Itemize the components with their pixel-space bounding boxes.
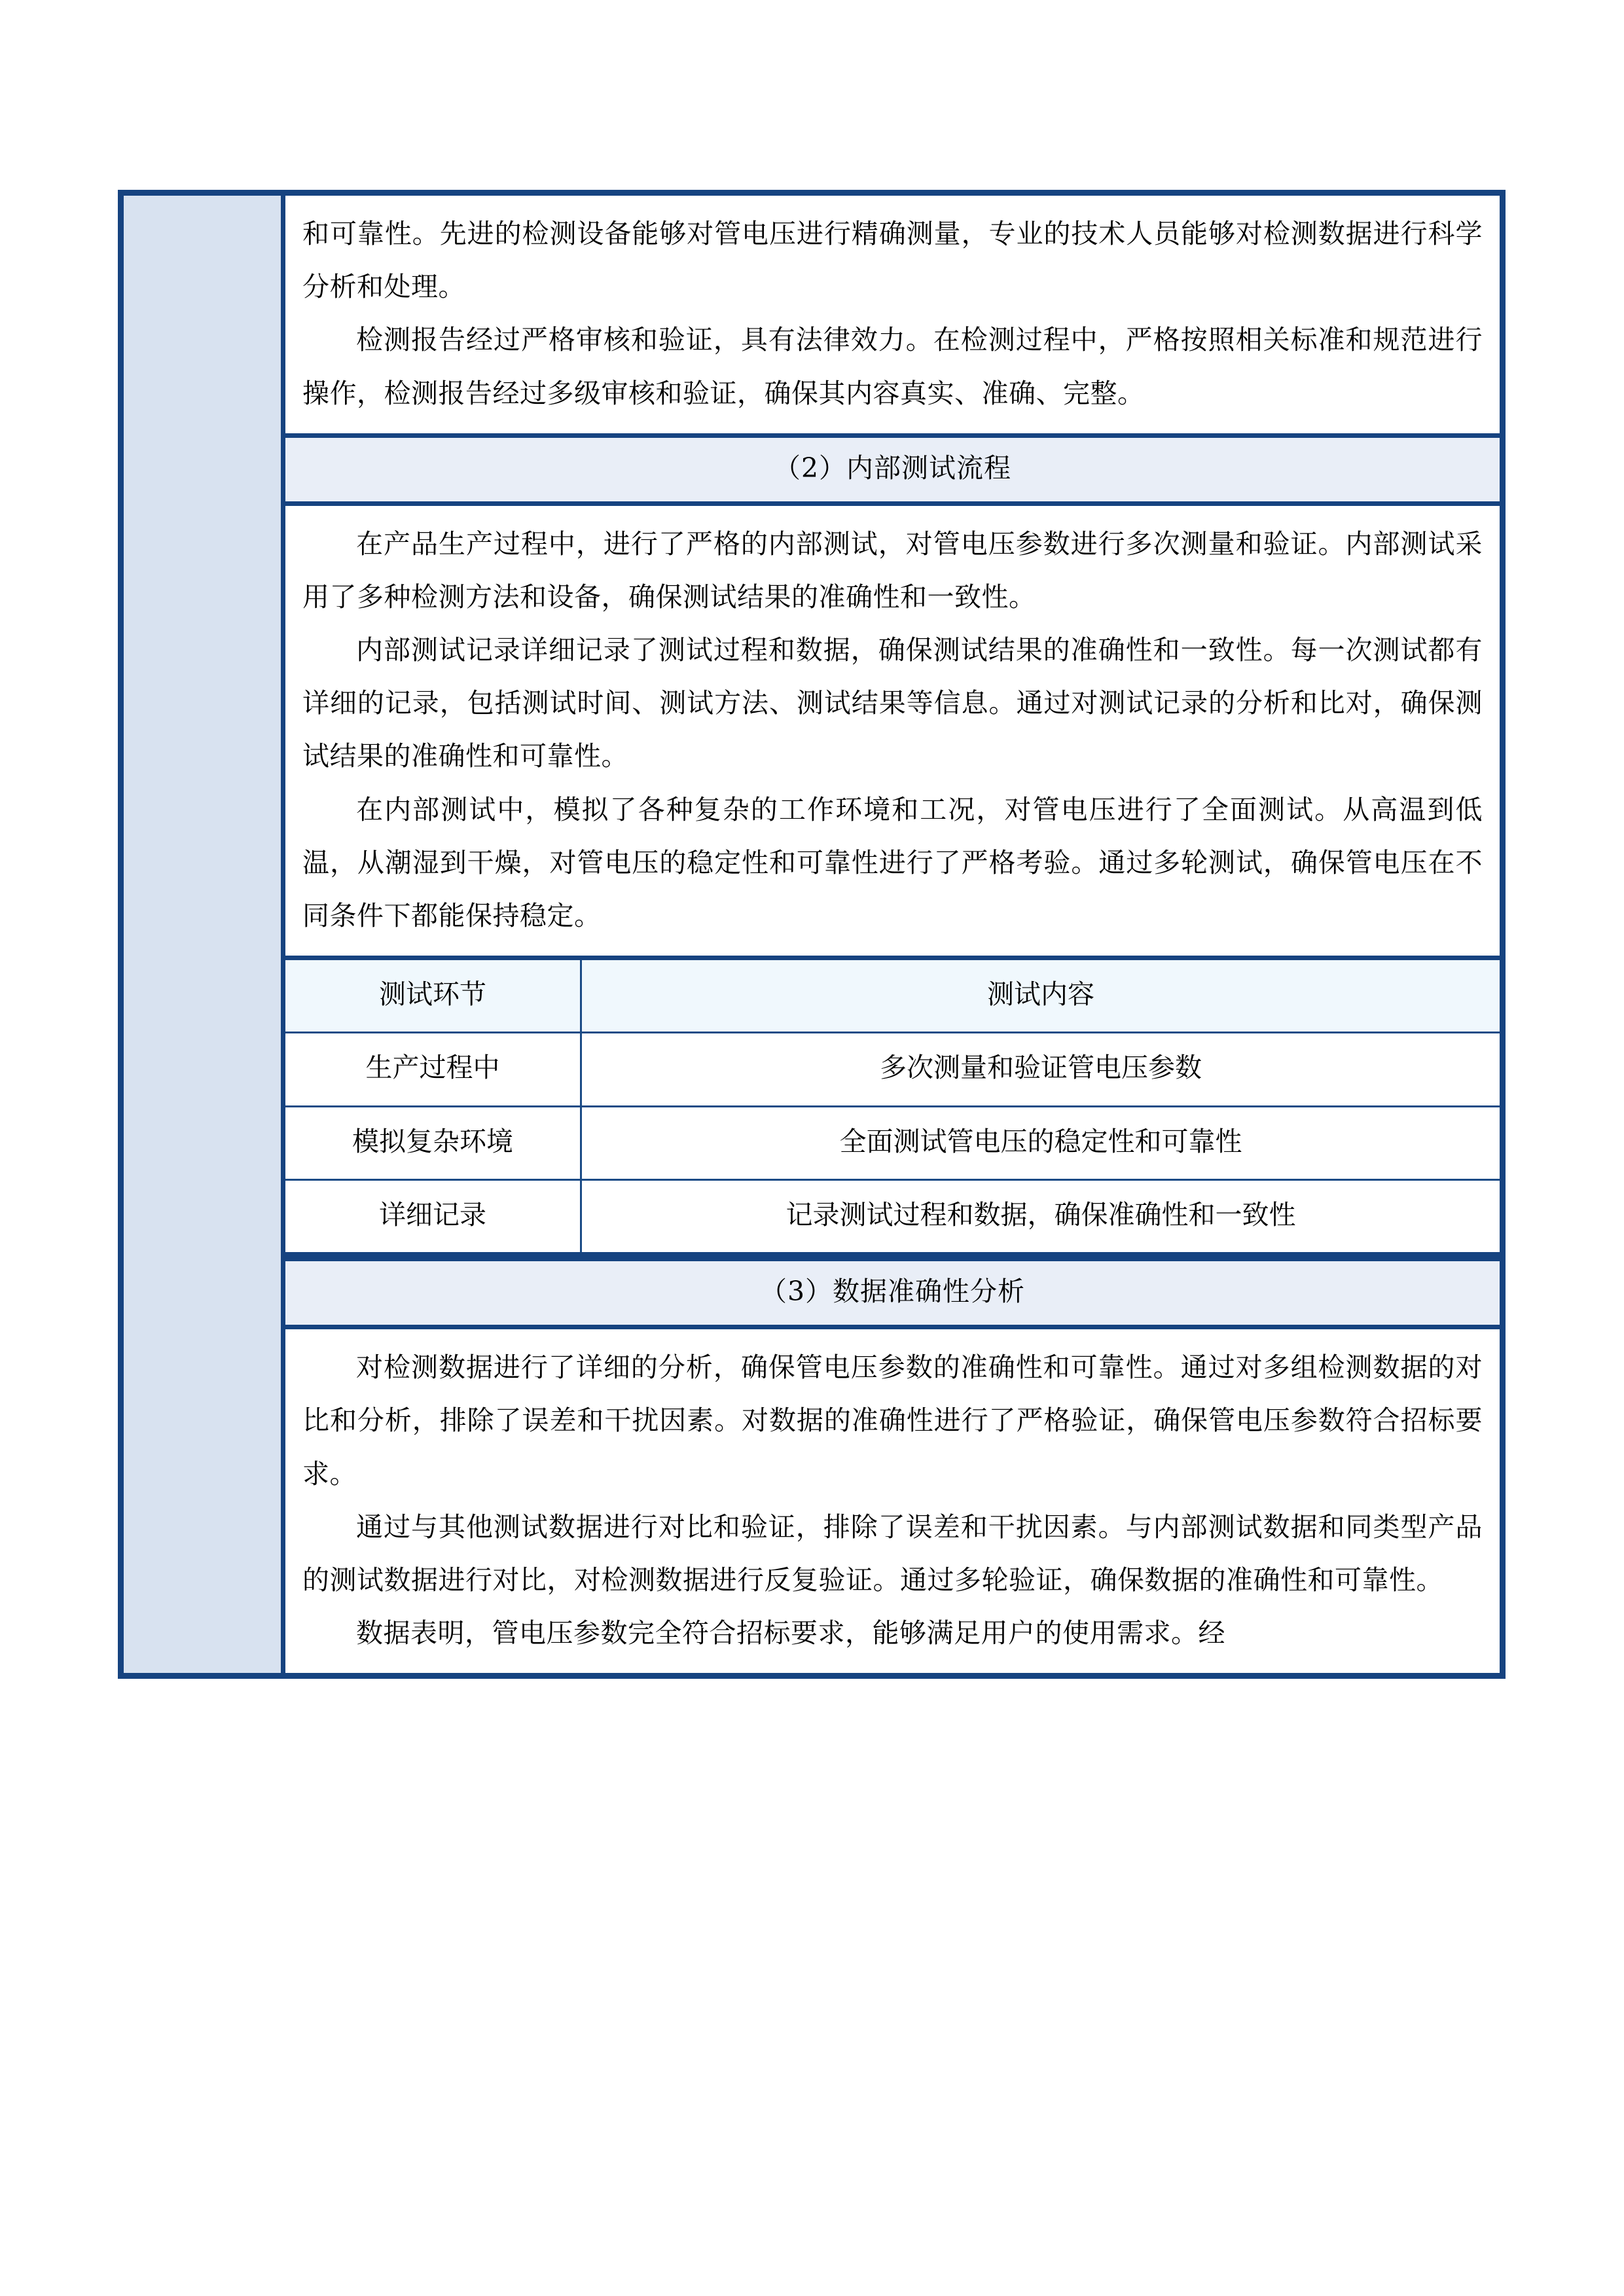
section-heading-data-accuracy-analysis: （3）数据准确性分析	[285, 1257, 1500, 1329]
paragraph: 检测报告经过严格审核和验证，具有法律效力。在检测过程中，严格按照相关标准和规范进行操作，检测报告经过多级审核和验证，确保其内容真实、准确、完整。	[302, 324, 1483, 409]
test-process-table-wrap	[285, 956, 1500, 1257]
section2-paragraph-block	[285, 506, 1500, 956]
cell-test-content: 全面测试管电压的稳定性和可靠性	[581, 1106, 1500, 1179]
cell-test-stage: 模拟复杂环境	[285, 1106, 581, 1179]
sidebar-cell	[121, 193, 283, 1676]
paragraph: 和可靠性。先进的检测设备能够对管电压进行精确测量，专业的技术人员能够对检测数据进行科学分析和处理。	[302, 218, 1483, 303]
content-cell	[283, 193, 1503, 1676]
outer-layout-table	[118, 190, 1506, 1679]
cell-test-stage: 生产过程中	[285, 1033, 581, 1106]
table-row	[285, 1033, 1500, 1106]
paragraph: 内部测试记录详细记录了测试过程和数据，确保测试结果的准确性和一致性。每一次测试都有详细的记录，包括测试时间、测试方法、测试结果等信息。通过对测试记录的分析和比对，确保测试结果的准确性和可靠性。	[302, 634, 1483, 772]
cell-test-content: 多次测量和验证管电压参数	[581, 1033, 1500, 1106]
outer-table-row	[121, 193, 1503, 1676]
cell-test-content: 记录测试过程和数据，确保准确性和一致性	[581, 1179, 1500, 1252]
paragraph: 对检测数据进行了详细的分析，确保管电压参数的准确性和可靠性。通过对多组检测数据的对比和分析，排除了误差和干扰因素。对数据的准确性进行了严格验证，确保管电压参数符合招标要求。	[302, 1352, 1483, 1490]
table-row	[285, 1106, 1500, 1179]
paragraph: 在内部测试中，模拟了各种复杂的工作环境和工况，对管电压进行了全面测试。从高温到低温，从潮湿到干燥，对管电压的稳定性和可靠性进行了严格考验。通过多轮测试，确保管电压在不同条件下都能保持稳定。	[302, 793, 1483, 931]
column-header-test-stage: 测试环节	[285, 960, 581, 1033]
section-heading-internal-test-process: （2）内部测试流程	[285, 433, 1500, 506]
content-stack	[285, 196, 1500, 1673]
table-header-row	[285, 960, 1500, 1033]
section3-paragraph-block	[285, 1329, 1500, 1673]
test-process-table	[285, 960, 1500, 1252]
table-row	[285, 1179, 1500, 1252]
column-header-test-content: 测试内容	[581, 960, 1500, 1033]
paragraph: 在产品生产过程中，进行了严格的内部测试，对管电压参数进行多次测量和验证。内部测试采用了多种检测方法和设备，确保测试结果的准确性和一致性。	[302, 528, 1483, 613]
cell-test-stage: 详细记录	[285, 1179, 581, 1252]
paragraph: 数据表明，管电压参数完全符合招标要求，能够满足用户的使用需求。经	[356, 1617, 1225, 1649]
intro-paragraph-block	[285, 196, 1500, 433]
paragraph: 通过与其他测试数据进行对比和验证，排除了误差和干扰因素。与内部测试数据和同类型产品的测试数据进行对比，对检测数据进行反复验证。通过多轮验证，确保数据的准确性和可靠性。	[302, 1511, 1483, 1596]
